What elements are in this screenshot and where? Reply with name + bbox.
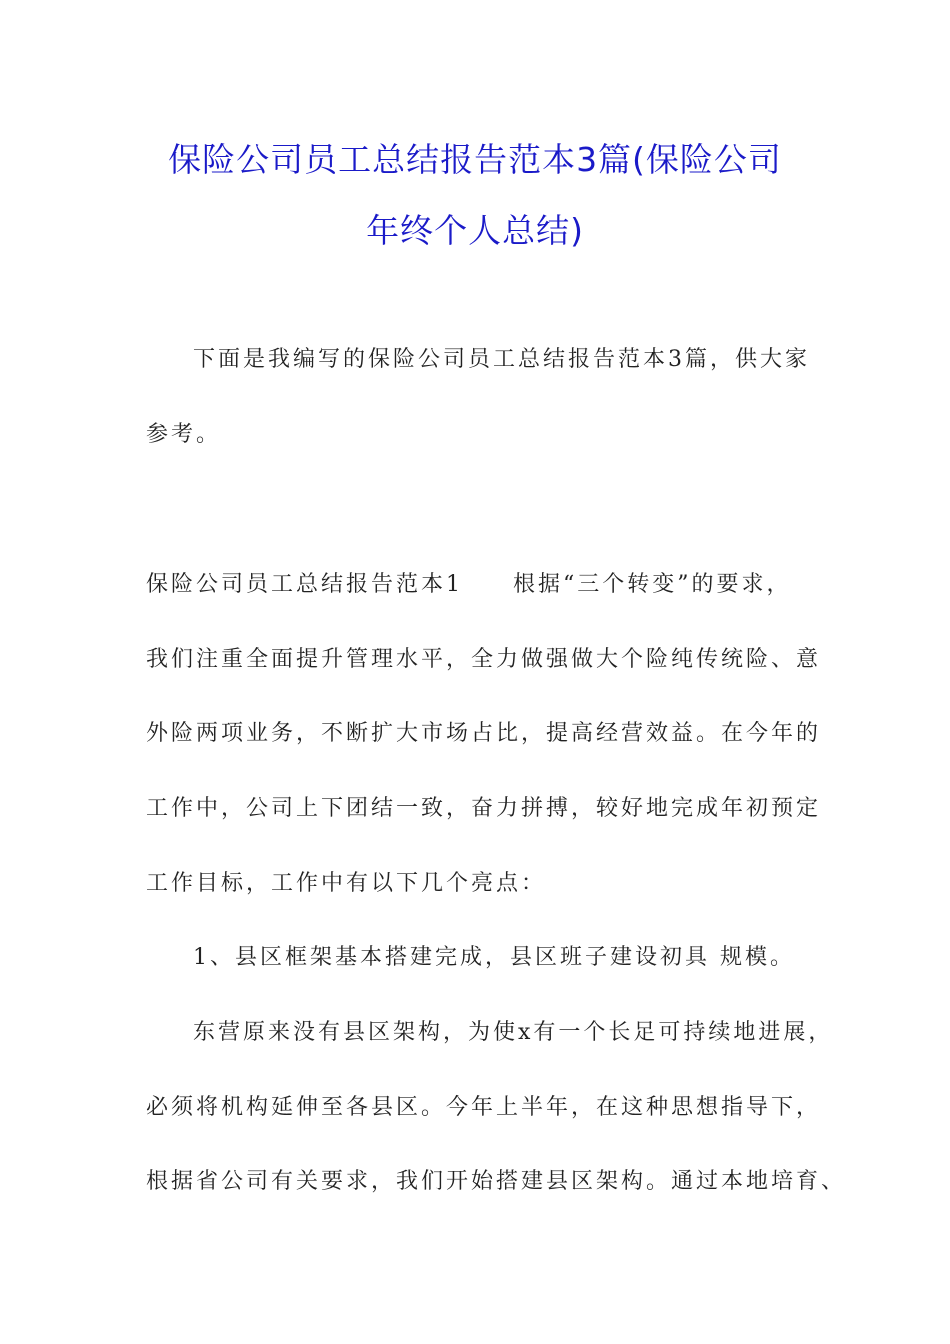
body-line-3: 外险两项业务，不断扩大市场占比，提高经营效益。在今年的 [146,721,822,746]
document-title-line-2: 年终个人总结) [366,211,584,250]
body-line-8: 必须将机构延伸至各县区。今年上半年，在这种思想指导下， [146,1095,822,1120]
point-1-heading: 1、县区框架基本搭建完成，县区班子建设初具 规模。 [193,945,795,970]
section-1-line-1: 保险公司员工总结报告范本1 根据“三个转变”的要求， [146,572,792,597]
body-line-5: 工作目标，工作中有以下几个亮点： [146,871,547,896]
body-line-7: 东营原来没有县区架构，为使x有一个长足可持续地进展， [193,1020,834,1045]
intro-line-1: 下面是我编写的保险公司员工总结报告范本3篇，供大家 [193,347,810,372]
body-line-2: 我们注重全面提升管理水平，全力做强做大个险纯传统险、意 [146,647,822,672]
body-line-4: 工作中，公司上下团结一致，奋力拼搏，较好地完成年初预定 [146,796,822,821]
body-line-9: 根据省公司有关要求，我们开始搭建县区架构。通过本地培育、 [146,1169,847,1194]
document-title-line-1: 保险公司员工总结报告范本3篇(保险公司 [168,140,782,179]
intro-line-2: 参考。 [146,422,222,447]
